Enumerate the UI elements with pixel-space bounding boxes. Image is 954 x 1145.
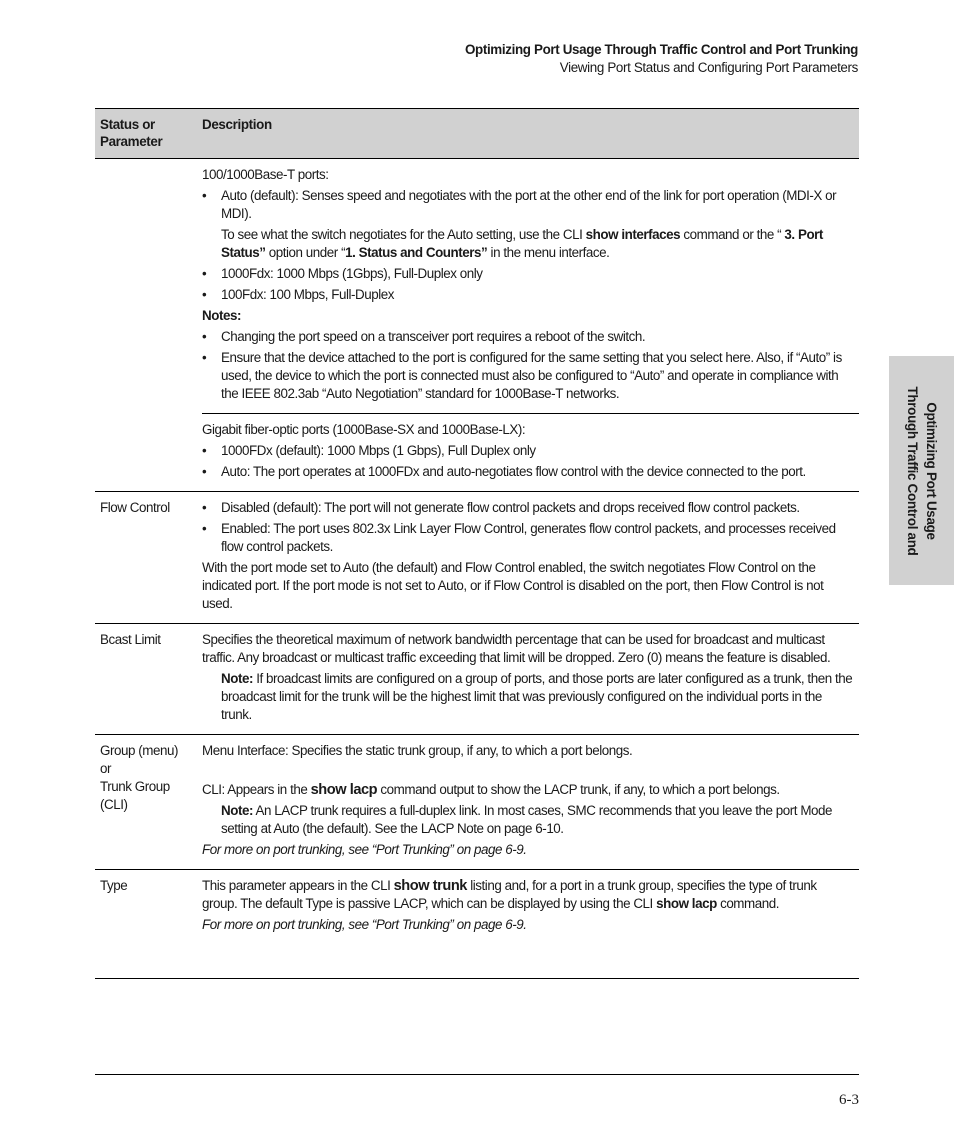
cross-reference: For more on port trunking, see “Port Trunking” on page 6-9. — [202, 842, 527, 857]
table-header-row — [95, 109, 859, 159]
table-row-speed — [95, 159, 859, 492]
notes-label: Notes: — [202, 308, 241, 323]
page-number: 6-3 — [839, 1092, 859, 1108]
header-section-title: Viewing Port Status and Configuring Port Parameters — [559, 59, 858, 75]
row-description: This parameter appears in the CLI show trunk listing and, for a port in a trunk group, specifies the type of trunk group. The default Type is passive LACP, which can be displayed by using the CLI show lacp command. For more on port trunking, see “Port Trunking” on page 6-9. — [196, 870, 859, 978]
chapter-side-tab — [889, 356, 954, 585]
row-label: Group (menu) or Trunk Group (CLI) — [100, 743, 178, 812]
auto-setting-hint: To see what the switch negotiates for the Auto setting, use the CLI show interfaces command or the “ 3. Port Status” option under “1. Status and Counters” in the menu interface. — [221, 227, 823, 260]
row-label: Bcast Limit — [100, 632, 161, 647]
side-tab-label: Optimizing Port Usage Through Traffic Control and — [904, 386, 939, 555]
table-row-type — [95, 870, 859, 979]
row-label: Flow Control — [100, 500, 170, 515]
row-label: Type — [100, 878, 128, 893]
header-description: Description — [202, 117, 272, 132]
footer-rule — [95, 1074, 859, 1075]
row-description: Specifies the theoretical maximum of network bandwidth percentage that can be used for broadcast and multicast traffic. Any broadcast or multicast traffic exceeding that limit will be dropped. Zero (0) means the feature is disabled. Note: If broadcast limits are configured on a group of ports, and those ports are later configured as a trunk, then the broadcast limit for the trunk will be the highest limit that was previously configured on the individual ports in the trunk. — [196, 624, 859, 734]
row-description: • Disabled (default): The port will not generate flow control packets and drops received flow control packets. • Enabled: The port uses 802.3x Link Layer Flow Control, generates flow control packets, and processes received flow control packets. With the port mode set to Auto (the default) and Flow Control enabled, the switch negotiates Flow Control on the indicated port. If the port mode is not set to Auto, or if Flow Control is disabled on the port, then Flow Control is not used. — [196, 492, 859, 623]
header-chapter-title: Optimizing Port Usage Through Traffic Control and Port Trunking — [464, 42, 858, 57]
table-row-flow-control — [95, 492, 859, 624]
header-status-parameter: Status or Parameter — [100, 117, 163, 149]
table-row-trunk-group — [95, 735, 859, 870]
running-header — [465, 41, 858, 76]
fiber-ports-block: Gigabit fiber-optic ports (1000Base-SX and 1000Base-LX): • 1000FDx (default): 1000 Mbps (1 Gbps), Full Duplex only • Auto: The port operates at 1000FDx and auto-negotiates flow control with the device connected to the port. — [202, 414, 859, 491]
row-label — [95, 159, 196, 491]
cross-reference: For more on port trunking, see “Port Trunking” on page 6-9. — [202, 917, 527, 932]
copper-ports-block: 100/1000Base-T ports: • Auto (default): Senses speed and negotiates with the port at the other end of the link for port operation (MDI-X or MDI). To see what the switch negotiates for the Auto setting, use the CLI show interfaces command or the “ 3. Port Status” option under “1. Status and Counters” in the menu interface. • 1000Fdx: 1000 Mbps (1Gbps), Full-Duplex only • 100Fdx: 100 Mbps, Full-Duplex Notes: • Changing the port speed on a transceiver port requires a reboot of the switch. • Ensure that the device attached to the port is configured for the same setting that you select here. Also, if “Auto” is used, the device to which the port is connected must also be configured to “Auto” and operate in compliance with the IEEE 802.3ab “Auto Negotiation” standard for 1000Base-T networks. — [202, 159, 859, 414]
row-description: Menu Interface: Specifies the static trunk group, if any, to which a port belongs. CLI: Appears in the show lacp command output to show the LACP trunk, if any, to which a port belongs. Note: An LACP trunk requires a full-duplex link. In most cases, SMC recommends that you leave the port Mode setting at Auto (the default). See the LACP Note on page 6-10. For more on port trunking, see “Port Trunking” on page 6-9. — [196, 735, 859, 869]
row-description — [196, 159, 859, 491]
table-row-bcast-limit — [95, 624, 859, 735]
bcast-note: Note: If broadcast limits are configured on a group of ports, and those ports are later configured as a trunk, then the broadcast limit for the trunk will be the highest limit that was previously configured on the individual ports in the trunk. — [221, 671, 853, 722]
lacp-note: Note: An LACP trunk requires a full-duplex link. In most cases, SMC recommends that you leave the port Mode setting at Auto (the default). See the LACP Note on page 6-10. — [221, 803, 833, 836]
parameter-table — [95, 108, 859, 979]
